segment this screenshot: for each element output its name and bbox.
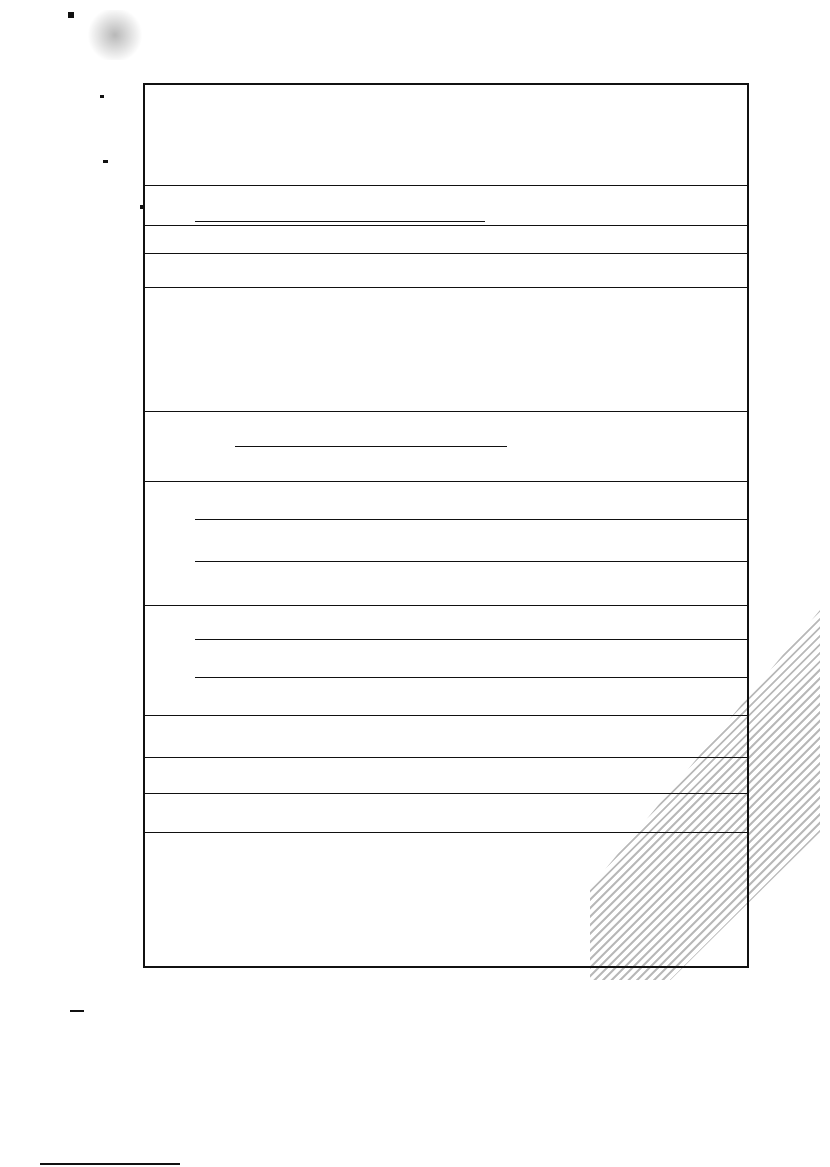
scan-noise-top-left: [85, 10, 145, 60]
scan-mark: [103, 160, 108, 163]
scan-mark: [40, 1163, 180, 1165]
scan-mark: [68, 12, 74, 18]
scan-mark: [70, 1010, 84, 1012]
permit-form: [143, 83, 749, 968]
scan-mark: [100, 95, 104, 98]
